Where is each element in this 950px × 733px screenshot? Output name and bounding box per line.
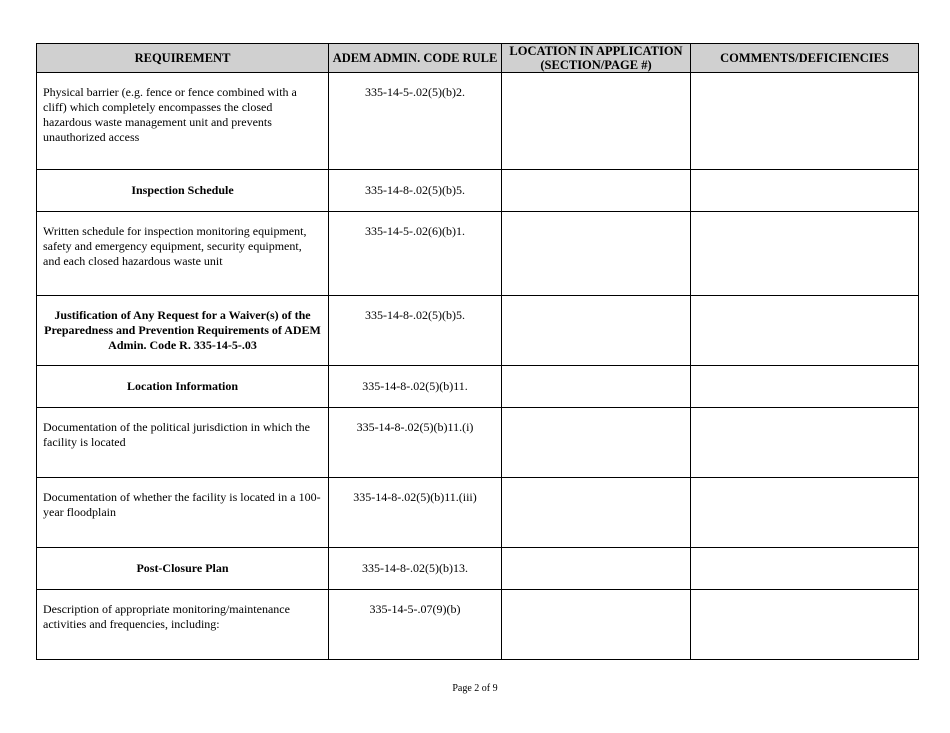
location-cell[interactable] bbox=[502, 408, 691, 478]
comments-text bbox=[691, 590, 918, 602]
comments-cell[interactable] bbox=[691, 366, 919, 408]
requirement-cell bbox=[37, 73, 329, 170]
table-row bbox=[37, 478, 919, 548]
rule-cell bbox=[329, 478, 502, 548]
comments-text bbox=[691, 212, 918, 224]
rule-text: 335-14-8-.02(5)(b)11.(iii) bbox=[353, 490, 477, 504]
table-row bbox=[37, 590, 919, 660]
requirement-cell bbox=[37, 548, 329, 590]
table-header-row bbox=[37, 44, 919, 73]
rule-text: 335-14-8-.02(5)(b)11.(i) bbox=[356, 420, 474, 434]
location-cell[interactable] bbox=[502, 296, 691, 366]
rule-cell bbox=[329, 548, 502, 590]
location-cell[interactable] bbox=[502, 478, 691, 548]
comments-text bbox=[691, 408, 918, 420]
section-heading: Inspection Schedule bbox=[131, 183, 234, 197]
comments-cell[interactable] bbox=[691, 73, 919, 170]
table-row bbox=[37, 296, 919, 366]
rule-cell bbox=[329, 590, 502, 660]
comments-cell[interactable] bbox=[691, 590, 919, 660]
requirement-cell bbox=[37, 296, 329, 366]
rule-text: 335-14-8-.02(5)(b)11. bbox=[362, 379, 468, 393]
location-text bbox=[502, 73, 690, 85]
requirement-cell bbox=[37, 366, 329, 408]
location-text bbox=[502, 212, 690, 224]
comments-cell[interactable] bbox=[691, 408, 919, 478]
table-row bbox=[37, 408, 919, 478]
requirement-cell bbox=[37, 408, 329, 478]
header-requirement: REQUIREMENT bbox=[37, 44, 329, 73]
location-cell[interactable] bbox=[502, 590, 691, 660]
location-cell[interactable] bbox=[502, 212, 691, 296]
requirements-table bbox=[36, 43, 919, 660]
comments-text bbox=[691, 73, 918, 85]
rule-cell bbox=[329, 170, 502, 212]
requirement-text: Documentation of whether the facility is located in a 100-year floodplain bbox=[43, 490, 321, 519]
page-number: Page 2 of 9 bbox=[452, 683, 498, 694]
table-row bbox=[37, 212, 919, 296]
comments-cell[interactable] bbox=[691, 170, 919, 212]
section-heading: Justification of Any Request for a Waiver(s) of the Preparedness and Prevention Requirements of ADEM Admin. Code R. 335-14-5-.03 bbox=[44, 308, 321, 352]
requirement-cell bbox=[37, 212, 329, 296]
requirement-text: Written schedule for inspection monitoring equipment, safety and emergency equipment, security equipment, and each closed hazardous waste unit bbox=[43, 224, 307, 268]
table-row bbox=[37, 548, 919, 590]
requirement-text: Documentation of the political jurisdiction in which the facility is located bbox=[43, 420, 310, 449]
rule-cell bbox=[329, 296, 502, 366]
table-row bbox=[37, 73, 919, 170]
comments-text bbox=[691, 296, 918, 308]
rule-text: 335-14-8-.02(5)(b)5. bbox=[365, 183, 465, 197]
comments-cell[interactable] bbox=[691, 478, 919, 548]
rule-text: 335-14-5-.07(9)(b) bbox=[369, 602, 461, 616]
requirement-text: Description of appropriate monitoring/maintenance activities and frequencies, including: bbox=[43, 602, 290, 631]
rule-cell bbox=[329, 73, 502, 170]
location-cell[interactable] bbox=[502, 170, 691, 212]
location-text bbox=[502, 296, 690, 308]
requirement-text: Physical barrier (e.g. fence or fence combined with a cliff) which completely encompasses the closed hazardous waste management unit and prevents unauthorized access bbox=[43, 85, 297, 144]
location-cell[interactable] bbox=[502, 548, 691, 590]
table-row bbox=[37, 170, 919, 212]
rule-cell bbox=[329, 366, 502, 408]
rule-cell bbox=[329, 212, 502, 296]
header-code-rule: ADEM ADMIN. CODE RULE bbox=[329, 44, 502, 73]
rule-text: 335-14-5-.02(5)(b)2. bbox=[365, 85, 465, 99]
rule-text: 335-14-5-.02(6)(b)1. bbox=[365, 224, 465, 238]
section-heading: Location Information bbox=[127, 379, 238, 393]
location-text bbox=[502, 590, 690, 602]
section-heading: Post-Closure Plan bbox=[136, 561, 229, 575]
location-text bbox=[502, 478, 690, 490]
header-location-line2: (SECTION/PAGE #) bbox=[540, 58, 652, 72]
comments-text bbox=[691, 478, 918, 490]
location-cell[interactable] bbox=[502, 73, 691, 170]
requirement-cell bbox=[37, 170, 329, 212]
table-row bbox=[37, 366, 919, 408]
rule-text: 335-14-8-.02(5)(b)5. bbox=[365, 308, 465, 322]
header-comments: COMMENTS/DEFICIENCIES bbox=[691, 44, 919, 73]
location-cell[interactable] bbox=[502, 366, 691, 408]
requirement-cell bbox=[37, 590, 329, 660]
comments-cell[interactable] bbox=[691, 212, 919, 296]
rule-text: 335-14-8-.02(5)(b)13. bbox=[362, 561, 468, 575]
header-location bbox=[502, 44, 691, 73]
comments-cell[interactable] bbox=[691, 548, 919, 590]
rule-cell bbox=[329, 408, 502, 478]
header-location-line1: LOCATION IN APPLICATION bbox=[509, 44, 683, 58]
comments-cell[interactable] bbox=[691, 296, 919, 366]
requirement-cell bbox=[37, 478, 329, 548]
location-text bbox=[502, 408, 690, 420]
